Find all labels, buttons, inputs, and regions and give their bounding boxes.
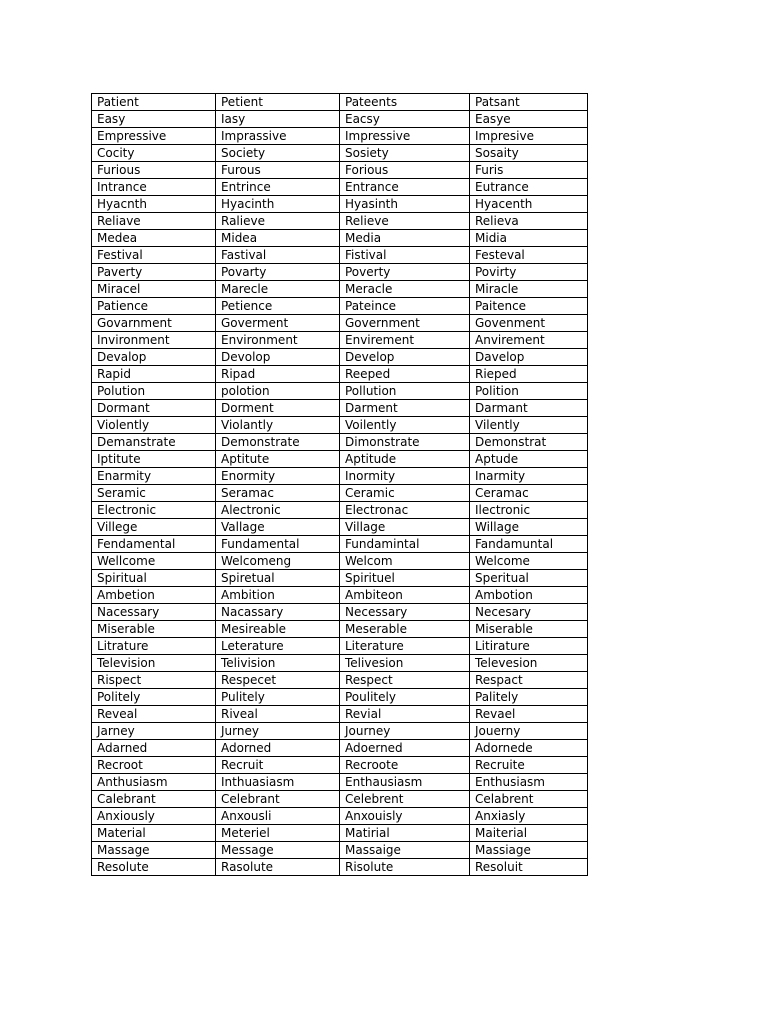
table-cell: Midia (470, 230, 588, 247)
table-cell: Pateents (340, 94, 470, 111)
table-cell: Message (216, 842, 340, 859)
table-cell: Litrature (92, 638, 216, 655)
table-cell: Dormant (92, 400, 216, 417)
table-row (92, 230, 588, 247)
table-cell: Davelop (470, 349, 588, 366)
table-cell: Miserable (92, 621, 216, 638)
table-cell: Empressive (92, 128, 216, 145)
table-row (92, 502, 588, 519)
table-cell: Demonstrate (216, 434, 340, 451)
table-cell: Journey (340, 723, 470, 740)
table-cell: Govenment (470, 315, 588, 332)
table-cell: Povirty (470, 264, 588, 281)
table-cell: Eutrance (470, 179, 588, 196)
table-row (92, 791, 588, 808)
table-cell: Cocity (92, 145, 216, 162)
table-cell: Patience (92, 298, 216, 315)
table-cell: Electronac (340, 502, 470, 519)
table-cell: Paverty (92, 264, 216, 281)
table-cell: Impresive (470, 128, 588, 145)
table-cell: Ilectronic (470, 502, 588, 519)
table-cell: Palitely (470, 689, 588, 706)
table-cell: Meserable (340, 621, 470, 638)
table-cell: Poulitely (340, 689, 470, 706)
table-cell: Adorned (216, 740, 340, 757)
table-cell: Furis (470, 162, 588, 179)
table-cell: Miserable (470, 621, 588, 638)
table-cell: Electronic (92, 502, 216, 519)
table-cell: Spirituel (340, 570, 470, 587)
table-row (92, 485, 588, 502)
table-cell: Aptitute (216, 451, 340, 468)
table-cell: Relieve (340, 213, 470, 230)
table-row (92, 128, 588, 145)
table-row (92, 655, 588, 672)
table-cell: Revael (470, 706, 588, 723)
table-cell: Recruite (470, 757, 588, 774)
table-cell: Festival (92, 247, 216, 264)
table-cell: Fistival (340, 247, 470, 264)
table-cell: Adoerned (340, 740, 470, 757)
table-cell: Rapid (92, 366, 216, 383)
table-cell: Litirature (470, 638, 588, 655)
table-cell: Fendamental (92, 536, 216, 553)
table-row (92, 519, 588, 536)
table-cell: Sosiety (340, 145, 470, 162)
table-row (92, 162, 588, 179)
spelling-table-body (92, 94, 588, 876)
table-row (92, 757, 588, 774)
table-cell: Resolute (92, 859, 216, 876)
table-cell: Celebrant (216, 791, 340, 808)
table-cell: Patient (92, 94, 216, 111)
table-cell: Enthusiasm (470, 774, 588, 791)
table-cell: Society (216, 145, 340, 162)
table-row (92, 859, 588, 876)
table-cell: Meracle (340, 281, 470, 298)
table-row (92, 706, 588, 723)
table-cell: Sosaity (470, 145, 588, 162)
table-row (92, 723, 588, 740)
table-cell: Welcome (470, 553, 588, 570)
table-cell: Miracel (92, 281, 216, 298)
table-cell: Darmant (470, 400, 588, 417)
table-cell: Rispect (92, 672, 216, 689)
table-cell: Risolute (340, 859, 470, 876)
table-row (92, 468, 588, 485)
table-row (92, 587, 588, 604)
table-cell: Aptude (470, 451, 588, 468)
table-cell: Ceramic (340, 485, 470, 502)
table-cell: Ambetion (92, 587, 216, 604)
table-row (92, 808, 588, 825)
table-cell: Alectronic (216, 502, 340, 519)
table-cell: Fastival (216, 247, 340, 264)
table-cell: Impressive (340, 128, 470, 145)
table-cell: Hyacnth (92, 196, 216, 213)
table-cell: Festeval (470, 247, 588, 264)
table-cell: Fundamental (216, 536, 340, 553)
table-cell: Invironment (92, 332, 216, 349)
table-row (92, 179, 588, 196)
table-cell: Ripad (216, 366, 340, 383)
table-cell: Recroot (92, 757, 216, 774)
table-cell: Anxousli (216, 808, 340, 825)
table-cell: Television (92, 655, 216, 672)
table-cell: Entrance (340, 179, 470, 196)
table-cell: Hyacinth (216, 196, 340, 213)
table-row (92, 315, 588, 332)
table-cell: Welcom (340, 553, 470, 570)
table-row (92, 94, 588, 111)
table-cell: Pulitely (216, 689, 340, 706)
table-cell: Fandamuntal (470, 536, 588, 553)
table-cell: Furous (216, 162, 340, 179)
table-cell: Speritual (470, 570, 588, 587)
table-cell: Relieva (470, 213, 588, 230)
table-cell: Iasy (216, 111, 340, 128)
table-cell: Telivesion (340, 655, 470, 672)
table-cell: Nacassary (216, 604, 340, 621)
table-cell: Material (92, 825, 216, 842)
table-row (92, 774, 588, 791)
table-cell: Riveal (216, 706, 340, 723)
table-cell: Revial (340, 706, 470, 723)
table-cell: Village (340, 519, 470, 536)
table-cell: Hyasinth (340, 196, 470, 213)
table-cell: Pateince (340, 298, 470, 315)
table-row (92, 604, 588, 621)
table-cell: Miracle (470, 281, 588, 298)
table-cell: Eacsy (340, 111, 470, 128)
table-cell: Leterature (216, 638, 340, 655)
table-cell: Reeped (340, 366, 470, 383)
table-cell: Calebrant (92, 791, 216, 808)
table-cell: Telivision (216, 655, 340, 672)
table-cell: Aptitude (340, 451, 470, 468)
table-cell: Recroote (340, 757, 470, 774)
table-cell: Devalop (92, 349, 216, 366)
table-cell: Marecle (216, 281, 340, 298)
table-cell: Povarty (216, 264, 340, 281)
table-cell: Spiretual (216, 570, 340, 587)
table-cell: Media (340, 230, 470, 247)
table-cell: Hyacenth (470, 196, 588, 213)
table-row (92, 553, 588, 570)
table-cell: Politely (92, 689, 216, 706)
table-cell: Vilently (470, 417, 588, 434)
table-cell: Reveal (92, 706, 216, 723)
table-cell: Enormity (216, 468, 340, 485)
table-cell: Ceramac (470, 485, 588, 502)
table-cell: Adornede (470, 740, 588, 757)
table-cell: Anxouisly (340, 808, 470, 825)
table-cell: Demanstrate (92, 434, 216, 451)
table-cell: Iptitute (92, 451, 216, 468)
table-row (92, 570, 588, 587)
table-row (92, 247, 588, 264)
table-cell: Intrance (92, 179, 216, 196)
table-cell: Necessary (340, 604, 470, 621)
table-cell: Ambiteon (340, 587, 470, 604)
table-cell: Mesireable (216, 621, 340, 638)
table-cell: Medea (92, 230, 216, 247)
table-cell: Petience (216, 298, 340, 315)
table-cell: Government (340, 315, 470, 332)
table-cell: Adarned (92, 740, 216, 757)
table-cell: Respecet (216, 672, 340, 689)
table-cell: Enthausiasm (340, 774, 470, 791)
table-row (92, 366, 588, 383)
table-cell: Easy (92, 111, 216, 128)
table-row (92, 400, 588, 417)
table-cell: Welcomeng (216, 553, 340, 570)
table-cell: Jurney (216, 723, 340, 740)
table-cell: Pollution (340, 383, 470, 400)
table-cell: Massiage (470, 842, 588, 859)
table-cell: Goverment (216, 315, 340, 332)
table-cell: Midea (216, 230, 340, 247)
table-cell: Violantly (216, 417, 340, 434)
table-cell: Govarnment (92, 315, 216, 332)
table-cell: Anxiasly (470, 808, 588, 825)
table-cell: Poverty (340, 264, 470, 281)
table-row (92, 536, 588, 553)
table-cell: Ralieve (216, 213, 340, 230)
table-cell: Televesion (470, 655, 588, 672)
table-cell: Seramac (216, 485, 340, 502)
table-cell: Massaige (340, 842, 470, 859)
table-row (92, 434, 588, 451)
table-cell: Spiritual (92, 570, 216, 587)
table-row (92, 621, 588, 638)
table-cell: Devolop (216, 349, 340, 366)
table-cell: Polution (92, 383, 216, 400)
table-row (92, 196, 588, 213)
table-cell: Inthuasiasm (216, 774, 340, 791)
table-cell: Furious (92, 162, 216, 179)
table-cell: Meteriel (216, 825, 340, 842)
table-cell: Respact (470, 672, 588, 689)
table-cell: Patsant (470, 94, 588, 111)
table-cell: Envirement (340, 332, 470, 349)
table-cell: Polition (470, 383, 588, 400)
table-cell: Nacessary (92, 604, 216, 621)
table-row (92, 264, 588, 281)
table-cell: Inormity (340, 468, 470, 485)
table-cell: Forious (340, 162, 470, 179)
table-row (92, 825, 588, 842)
table-row (92, 145, 588, 162)
table-cell: Jouerny (470, 723, 588, 740)
table-cell: Wellcome (92, 553, 216, 570)
table-cell: Entrince (216, 179, 340, 196)
table-row (92, 842, 588, 859)
table-cell: Villege (92, 519, 216, 536)
table-row (92, 332, 588, 349)
table-cell: Voilently (340, 417, 470, 434)
table-cell: Rieped (470, 366, 588, 383)
table-cell: Reliave (92, 213, 216, 230)
table-cell: Ambotion (470, 587, 588, 604)
table-cell: Recruit (216, 757, 340, 774)
table-row (92, 638, 588, 655)
table-cell: Fundamintal (340, 536, 470, 553)
table-row (92, 298, 588, 315)
table-cell: Ambition (216, 587, 340, 604)
table-cell: Celebrent (340, 791, 470, 808)
table-cell: Vallage (216, 519, 340, 536)
table-cell: Massage (92, 842, 216, 859)
table-row (92, 672, 588, 689)
table-cell: Violently (92, 417, 216, 434)
table-cell: Matirial (340, 825, 470, 842)
table-cell: Darment (340, 400, 470, 417)
table-row (92, 281, 588, 298)
table-cell: Willage (470, 519, 588, 536)
table-cell: Necesary (470, 604, 588, 621)
table-cell: Rasolute (216, 859, 340, 876)
table-cell: Imprassive (216, 128, 340, 145)
table-cell: Environment (216, 332, 340, 349)
table-cell: Dorment (216, 400, 340, 417)
table-cell: Paitence (470, 298, 588, 315)
table-cell: Literature (340, 638, 470, 655)
table-cell: Seramic (92, 485, 216, 502)
table-cell: Jarney (92, 723, 216, 740)
table-cell: polotion (216, 383, 340, 400)
table-cell: Anthusiasm (92, 774, 216, 791)
table-cell: Demonstrat (470, 434, 588, 451)
table-cell: Resoluit (470, 859, 588, 876)
table-row (92, 451, 588, 468)
table-cell: Anvirement (470, 332, 588, 349)
table-row (92, 349, 588, 366)
table-cell: Enarmity (92, 468, 216, 485)
table-row (92, 417, 588, 434)
table-cell: Celabrent (470, 791, 588, 808)
spelling-table (91, 93, 588, 876)
table-row (92, 111, 588, 128)
table-cell: Anxiously (92, 808, 216, 825)
table-cell: Respect (340, 672, 470, 689)
table-cell: Easye (470, 111, 588, 128)
table-cell: Petient (216, 94, 340, 111)
table-row (92, 740, 588, 757)
table-row (92, 689, 588, 706)
table-cell: Maiterial (470, 825, 588, 842)
table-row (92, 383, 588, 400)
table-row (92, 213, 588, 230)
table-cell: Inarmity (470, 468, 588, 485)
table-cell: Develop (340, 349, 470, 366)
table-cell: Dimonstrate (340, 434, 470, 451)
